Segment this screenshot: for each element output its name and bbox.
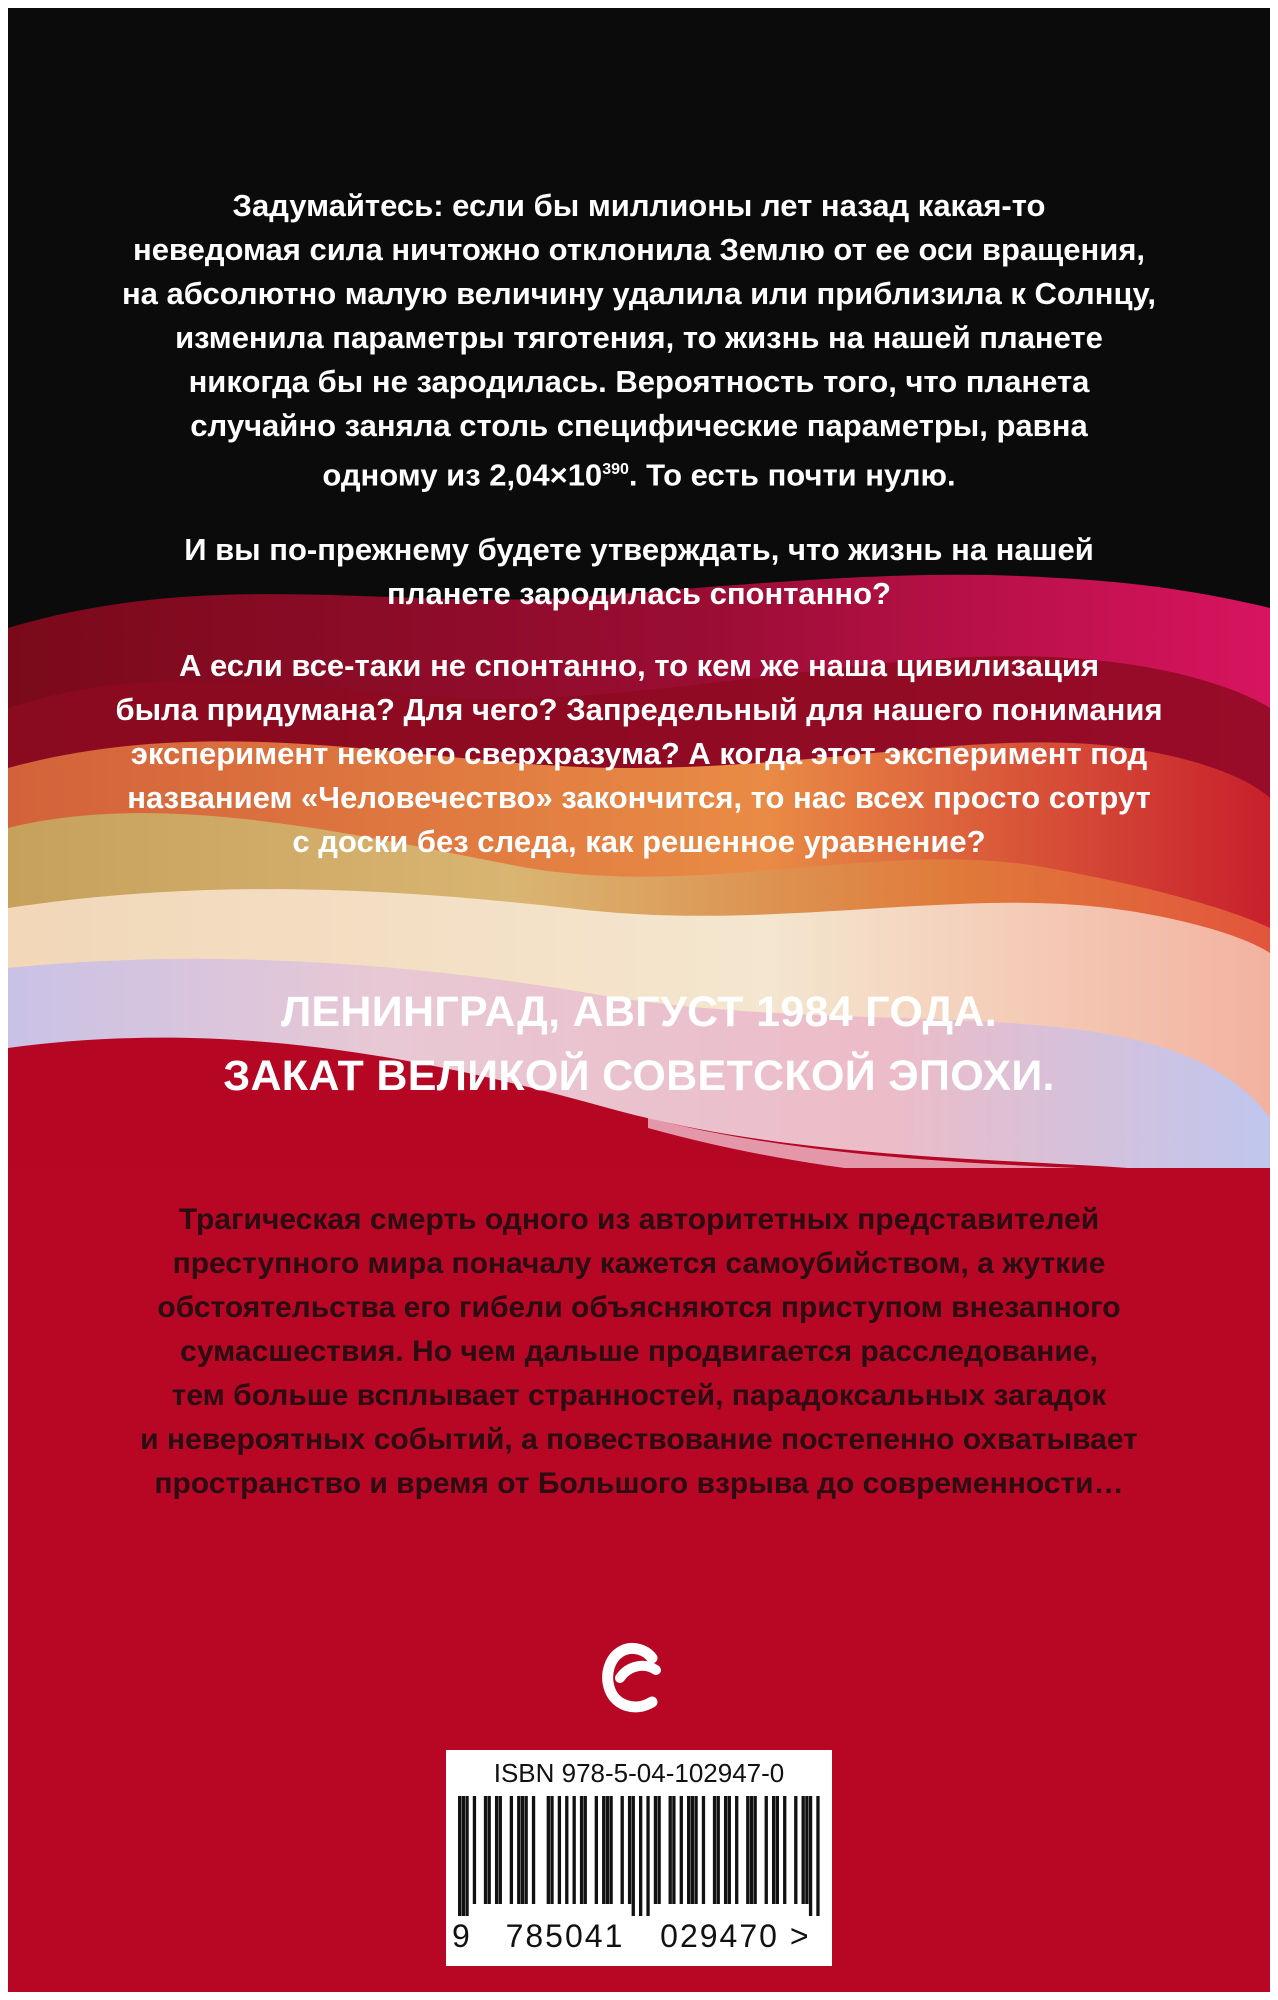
intro-line: Задумайтесь: если бы миллионы лет назад какая-то (232, 188, 1046, 223)
barcode-bar (724, 1796, 727, 1904)
barcode-bar (776, 1796, 779, 1904)
headline (68, 980, 1210, 1108)
barcode-bar (532, 1796, 535, 1904)
barcode-bar (702, 1796, 705, 1904)
intro-paragraph (98, 184, 1180, 497)
barcode-bar (547, 1796, 550, 1904)
synopsis-line: обстоятельства его гибели объясняются приступом внезапного (157, 1291, 1121, 1324)
barcode-bar (495, 1796, 498, 1904)
barcode-bar (735, 1796, 738, 1904)
barcode-bar (484, 1796, 487, 1904)
synopsis-line: преступного мира поначалу кажется самоубийством, а жуткие (172, 1247, 1106, 1280)
speculation-line: названием «Человечество» закончится, то нас всех просто сотрут (127, 780, 1151, 815)
barcode-bar (802, 1796, 805, 1904)
ean-first-digit: 9 (452, 1918, 472, 1954)
barcode-bar (646, 1796, 649, 1916)
synopsis-line: сумасшествия. Но чем дальше продвигается расследование, (180, 1335, 1098, 1368)
exponent-superscript: 390 (602, 461, 629, 478)
speculation-line: эксперимент некоего сверхразума? А когда этот эксперимент под (130, 736, 1148, 771)
ean-end-mark: > (789, 1918, 811, 1954)
question-line: планете зародилась спонтанно? (387, 576, 891, 611)
intro-line: случайно заняла столь специфические параметры, равна (190, 408, 1088, 443)
barcode-bar (754, 1796, 757, 1904)
barcode-bar (772, 1796, 775, 1904)
barcode-bar (639, 1796, 642, 1916)
barcode-bar (524, 1796, 527, 1904)
intro-last-text: одному из 2,04×10 (322, 457, 603, 493)
barcode-bar (621, 1796, 624, 1904)
ean-right-group: 029470 (660, 1918, 779, 1954)
barcode-bar (565, 1796, 568, 1904)
synopsis-paragraph (98, 1198, 1180, 1506)
barcode-bar (783, 1796, 786, 1904)
barcode-bar (580, 1796, 583, 1904)
barcode-bar (510, 1796, 513, 1904)
book-back-cover (8, 8, 1270, 1992)
intro-line: изменила параметры тяготения, то жизнь на нашей планете (175, 320, 1103, 355)
barcode-bar (602, 1796, 605, 1904)
barcode-bar (550, 1796, 553, 1904)
barcode-bar (558, 1796, 561, 1904)
synopsis-line: и невероятных событий, а повествование постепенно охватывает (140, 1423, 1138, 1456)
barcode-bar (816, 1796, 819, 1916)
barcode-bar (694, 1796, 697, 1904)
barcode-bar (794, 1796, 797, 1904)
barcode-bar (499, 1796, 502, 1904)
barcode-bar (765, 1796, 768, 1904)
barcode-bar (746, 1796, 749, 1904)
barcode-bar (628, 1796, 631, 1904)
barcode-bar (584, 1796, 587, 1904)
intro-line: на абсолютно малую величину удалила или приблизила к Солнцу, (121, 276, 1157, 311)
barcode-bar (713, 1796, 716, 1904)
ean-left-group: 785041 (505, 1918, 625, 1954)
ean-barcode-bars (458, 1796, 820, 1916)
question-paragraph (98, 528, 1180, 616)
barcode-bar (517, 1796, 520, 1904)
barcode-bar (680, 1796, 683, 1904)
barcode-bar (717, 1796, 720, 1904)
barcode-bar (473, 1796, 476, 1904)
ean-digits (452, 1918, 826, 1955)
barcode-bar (691, 1796, 694, 1904)
question-line: И вы по-прежнему будете утверждать, что жизнь на нашей (184, 532, 1094, 567)
barcode-bar (672, 1796, 675, 1904)
barcode-bar (750, 1796, 753, 1904)
synopsis-line: пространство и время от Большого взрыва до современности… (154, 1467, 1124, 1500)
intro-line: никогда бы не зародилась. Вероятность того, что планета (188, 364, 1090, 399)
barcode-bar (458, 1796, 461, 1916)
speculation-paragraph (98, 644, 1180, 864)
barcode-bar (657, 1796, 660, 1904)
barcode-bar (687, 1796, 690, 1904)
barcode-bar (805, 1796, 808, 1904)
barcode-bar (573, 1796, 576, 1904)
barcode-bar (521, 1796, 524, 1904)
synopsis-line: Трагическая смерть одного из авторитетных представителей (178, 1203, 1100, 1236)
eksmo-e-logo-icon (594, 1636, 678, 1720)
barcode-bar (609, 1796, 612, 1904)
barcode-bar (654, 1796, 657, 1904)
barcode-bar (595, 1796, 598, 1904)
barcode-bar (809, 1796, 812, 1916)
barcode-bar (488, 1796, 491, 1904)
barcode-bar (632, 1796, 635, 1916)
barcode-bar (465, 1796, 468, 1916)
headline-line-1: ЛЕНИНГРАД, АВГУСТ 1984 ГОДА. (280, 988, 998, 1036)
speculation-line: А если все-таки не спонтанно, то кем же наша цивилизация (178, 648, 1100, 683)
barcode-bar (669, 1796, 672, 1904)
intro-last-line (98, 448, 1180, 497)
barcode-bar (606, 1796, 609, 1904)
barcode-bar (462, 1796, 465, 1916)
intro-line: неведомая сила ничтожно отклонила Землю от ее оси вращения, (132, 232, 1146, 267)
barcode-box (446, 1750, 832, 1966)
intro-last-text-end: . То есть почти нулю. (628, 457, 956, 493)
synopsis-line: тем больше всплывает странностей, парадоксальных загадок (171, 1379, 1107, 1412)
barcode-bar (728, 1796, 731, 1904)
speculation-line: с доски без следа, как решенное уравнение? (292, 824, 986, 859)
headline-line-2: ЗАКАТ ВЕЛИКОЙ СОВЕТСКОЙ ЭПОХИ. (223, 1052, 1055, 1100)
speculation-line: была придумана? Для чего? Запредельный для нашего понимания (115, 692, 1163, 727)
isbn-number: ISBN 978-5-04-102947-0 (493, 1758, 785, 1788)
